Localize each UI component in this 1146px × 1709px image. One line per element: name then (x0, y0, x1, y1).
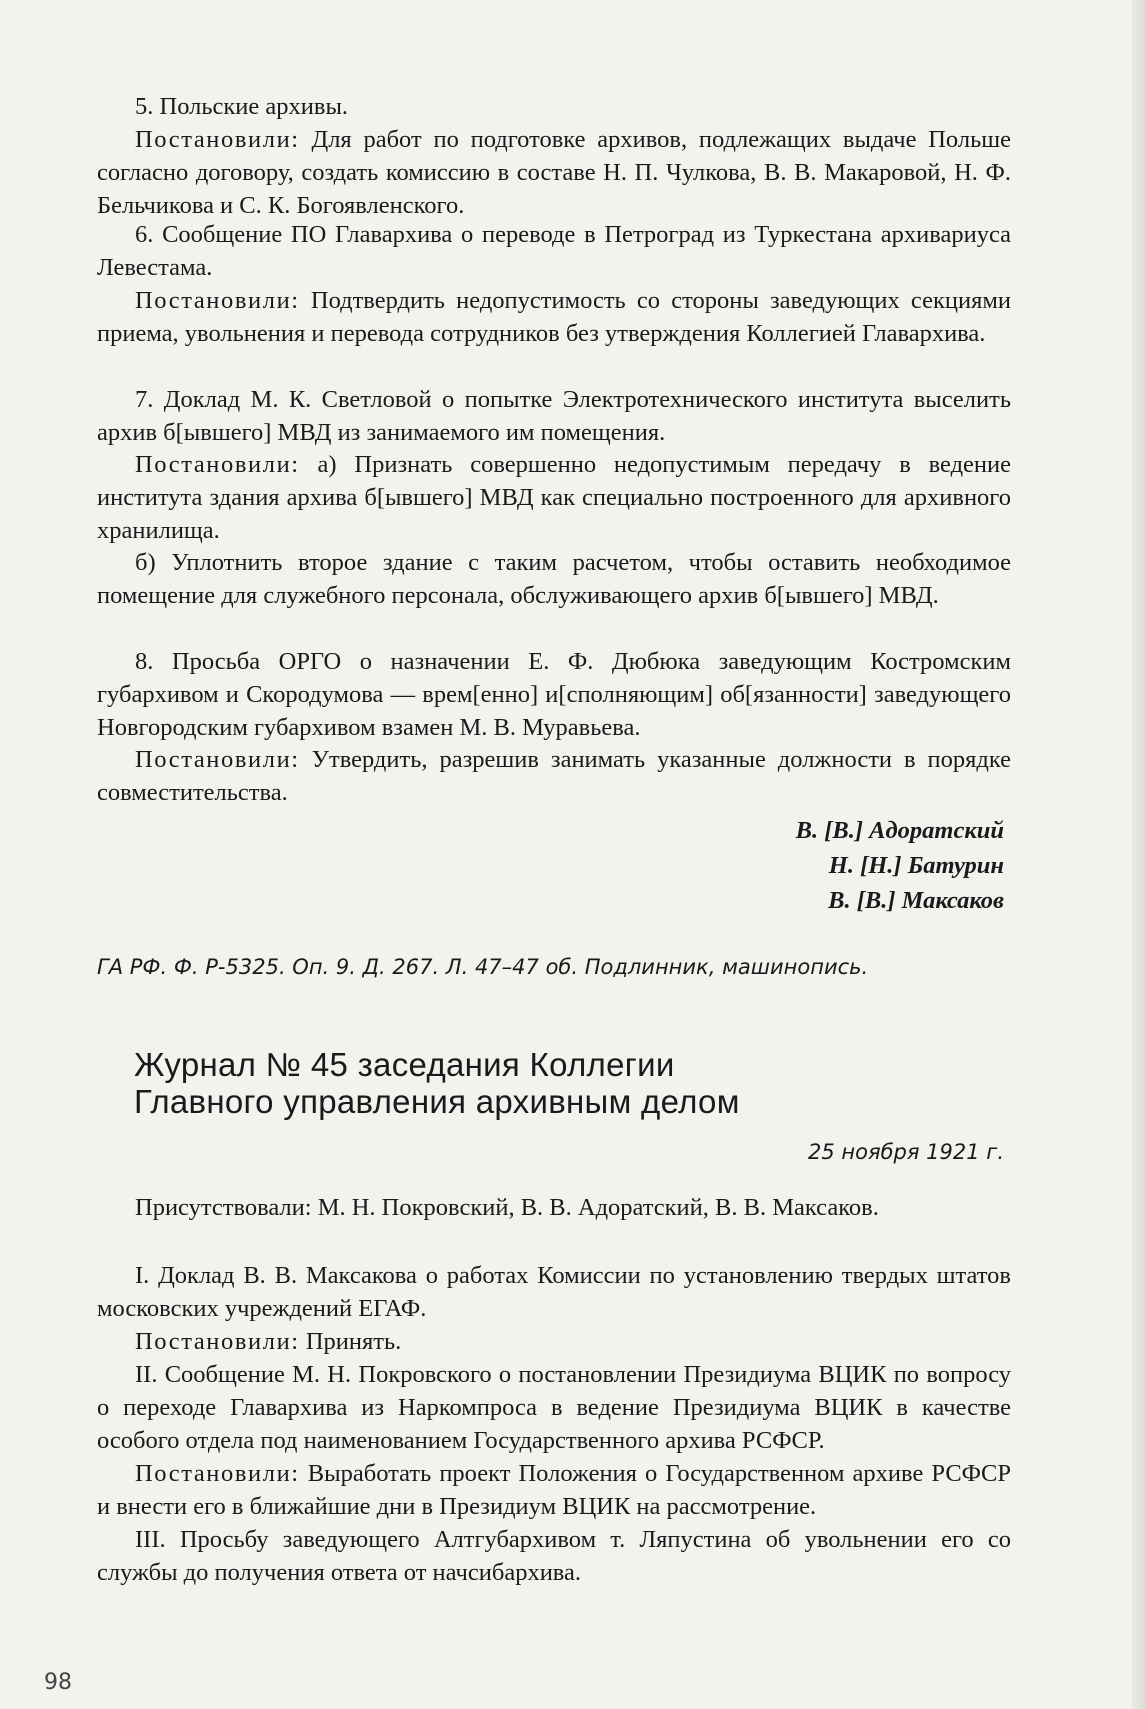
journal-item3-title: III. Просьбу заведующего Алтгубархивом т. Ляпустина об увольнении его со службы до получения ответа от начсибархива. (97, 1526, 1011, 1586)
archive-reference: ГА РФ. Ф. Р-5325. Оп. 9. Д. 267. Л. 47–47 об. Подлинник, машинопись. (97, 955, 869, 979)
item8-title: 8. Просьба ОРГО о назначении Е. Ф. Дюбюка заведующим Костромским губархивом и Скородумова — врем[енно] и[сполняющим] об[язанности] заведующего Новгородским губархивом взамен М. В. Муравьева. (97, 648, 1011, 741)
journal-item2-title: II. Сообщение М. Н. Покровского о постановлении Президиума ВЦИК по вопросу о переходе Главархива из Наркомпроса в ведение Президиума ВЦИК в качестве особого отдела под наименованием Государственного архива РСФСР. (97, 1361, 1011, 1454)
item8-resolution: Постановили: Утвердить, разрешив занимать указанные должности в порядке совместительства. (97, 746, 1011, 806)
item5-resolution: Постановили: Для работ по подготовке архивов, подлежащих выдаче Польше согласно договору, создать комиссию в составе Н. П. Чулкова, В. В. Макаровой, Н. Ф. Бельчикова и С. К. Богоявленского. (97, 126, 1011, 219)
signature: В. [В.] Максаков (828, 887, 1004, 914)
journal-title: Журнал № 45 заседания Коллегии Главного управления архивным делом (134, 1046, 740, 1120)
item7-resolution-a: Постановили: а) Признать совершенно недопустимым передачу в ведение института здания архива б[ывшего] МВД как специально построенного для архивного хранилища. (97, 451, 1012, 544)
item5-title: 5. Польские архивы. (135, 93, 349, 120)
signature: В. [В.] Адоратский (795, 817, 1004, 844)
item7-title: 7. Доклад М. К. Светловой о попытке Электротехнического института выселить архив б[ывшего] МВД из занимаемого им помещения. (97, 386, 1011, 446)
journal-item1-title: I. Доклад В. В. Максакова о работах Комиссии по установлению твердых штатов московских учреждений ЕГАФ. (97, 1262, 1011, 1322)
item6-title: 6. Сообщение ПО Главархива о переводе в Петроград из Туркестана архивариуса Левестама. (97, 221, 1011, 281)
page-edge (1132, 0, 1146, 1709)
journal-date: 25 ноября 1921 г. (807, 1140, 1004, 1164)
item6-resolution: Постановили: Подтвердить недопустимость со стороны заведующих секциями приема, увольнения и перевода сотрудников без утверждения Коллегией Главархива. (97, 287, 1011, 347)
signature: Н. [Н.] Батурин (828, 852, 1004, 879)
journal-item2-resolution: Постановили: Выработать проект Положения о Государственном архиве РСФСР и внести его в ближайшие дни в Президиум ВЦИК на рассмотрение. (97, 1460, 1011, 1520)
page-number: 98 (44, 1670, 72, 1695)
journal-item1-resolution: Постановили: Принять. (135, 1328, 402, 1355)
item7-resolution-b: б) Уплотнить второе здание с таким расчетом, чтобы оставить необходимое помещение для служебного персонала, обслуживающего архив б[ывшего] МВД. (97, 549, 1011, 609)
journal-present: Присутствовали: М. Н. Покровский, В. В. Адоратский, В. В. Максаков. (135, 1194, 879, 1221)
